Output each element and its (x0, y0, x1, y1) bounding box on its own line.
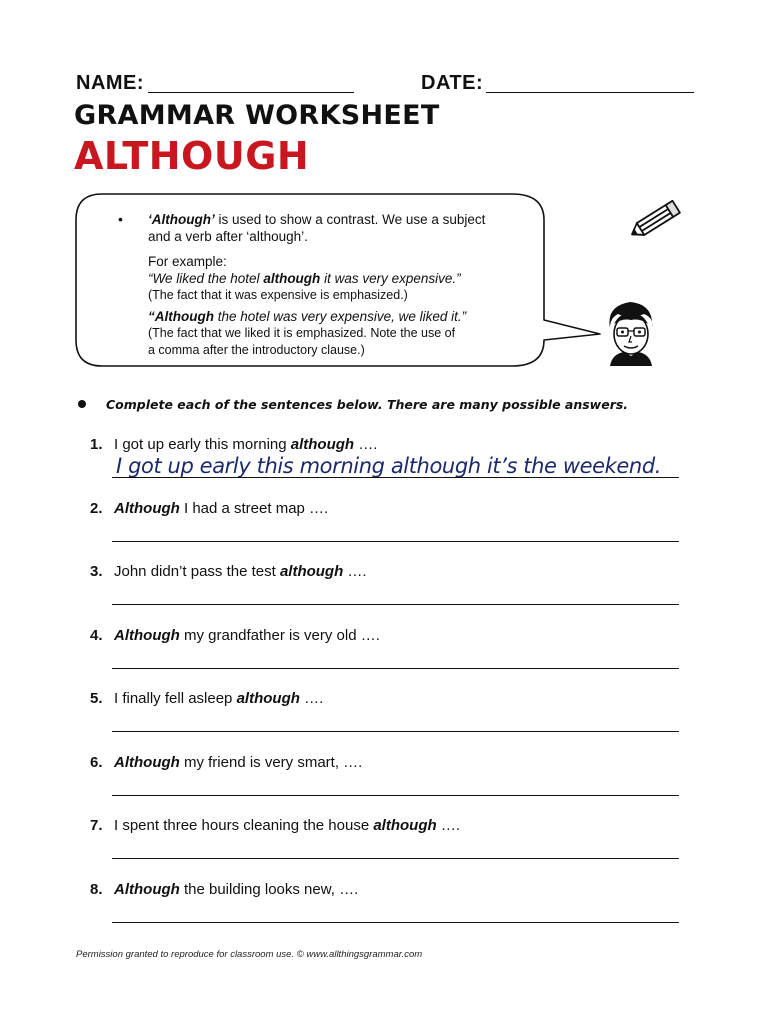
example-2-note-line-1: (The fact that we liked it is emphasized. Note the use of (148, 326, 456, 340)
exercise-list (90, 436, 690, 944)
example-1-start: “We liked the hotel (148, 271, 264, 286)
example-2 (148, 308, 522, 325)
answer-line[interactable] (112, 858, 679, 859)
item-number: 8. (90, 880, 103, 898)
instructions (78, 397, 698, 412)
item-prompt (114, 817, 460, 834)
prompt-end: …. (436, 817, 461, 834)
answer-line[interactable] (112, 604, 679, 605)
item-prompt (114, 563, 367, 580)
pencil-icon (624, 196, 686, 244)
example-1-note: (The fact that it was expensive is emphasized.) (148, 288, 408, 302)
item-prompt (114, 754, 362, 771)
date-label: DATE: (421, 72, 484, 94)
answer-line[interactable] (112, 477, 679, 478)
rule-text-line-1: is used to show a contrast. We use a subject (214, 212, 486, 227)
header-row (76, 72, 696, 98)
exercise-item (90, 500, 690, 564)
example-label: For example: (148, 254, 227, 269)
exercise-item (90, 817, 690, 881)
prompt-start: I finally fell asleep (114, 690, 237, 707)
answer-line[interactable] (112, 922, 679, 923)
name-field[interactable] (148, 92, 354, 93)
exercise-item (90, 436, 690, 500)
prompt-keyword: although (290, 436, 355, 453)
prompt-keyword: although (373, 817, 437, 834)
rule-text-line-2: and a verb after ‘although’. (148, 229, 308, 244)
instructions-text: Complete each of the sentences below. There are many possible answers. (106, 397, 629, 412)
item-prompt (114, 690, 323, 707)
copyright-footer: Permission granted to reproduce for classroom use. © www.allthingsgrammar.com (76, 949, 423, 960)
item-number: 5. (90, 690, 103, 707)
example-2-note-line-2: a comma after the introductory clause.) (148, 343, 365, 357)
example-1-keyword: although (263, 271, 321, 286)
prompt-keyword: although (236, 690, 300, 707)
example-1 (148, 270, 522, 287)
item-number: 7. (90, 817, 103, 834)
prompt-keyword: although (279, 563, 344, 580)
example-2-keyword: “Although (148, 309, 214, 324)
prompt-keyword: Although (114, 880, 180, 898)
worksheet-title: GRAMMAR WORKSHEET (74, 100, 440, 131)
rule-text (148, 211, 522, 359)
answer-line[interactable] (112, 795, 679, 796)
prompt-start: I got up early this morning (114, 436, 291, 453)
handwritten-answer: I got up early this morning although it’s the weekend. (116, 454, 662, 478)
rule-term: ‘Although’ (148, 212, 215, 227)
prompt-keyword: Although (114, 499, 180, 517)
item-prompt (114, 500, 328, 517)
prompt-end: …. (354, 436, 378, 453)
exercise-item (90, 881, 690, 945)
example-1-end: it was very expensive.” (320, 271, 461, 286)
answer-line[interactable] (112, 731, 679, 732)
item-number: 3. (90, 563, 103, 580)
worksheet-topic: ALTHOUGH (74, 134, 310, 178)
item-number: 2. (90, 499, 103, 517)
item-number: 4. (90, 626, 103, 644)
rule-explanation (118, 211, 522, 359)
item-number: 1. (90, 436, 103, 453)
date-field[interactable] (486, 92, 694, 93)
item-prompt (114, 436, 377, 453)
prompt-end: …. (299, 690, 324, 707)
prompt-end: I had a street map …. (179, 499, 329, 517)
bullet-icon: • (118, 211, 123, 227)
prompt-start: John didn’t pass the test (114, 563, 280, 580)
exercise-item (90, 690, 690, 754)
prompt-end: my friend is very smart, …. (179, 753, 363, 771)
answer-line[interactable] (112, 541, 679, 542)
example-2-end: the hotel was very expensive, we liked it.” (213, 309, 467, 324)
prompt-start: I spent three hours cleaning the house (114, 817, 374, 834)
exercise-item (90, 563, 690, 627)
prompt-end: …. (343, 563, 367, 580)
bullet-icon (78, 400, 86, 408)
item-prompt (114, 627, 380, 644)
item-number: 6. (90, 753, 103, 771)
prompt-end: my grandfather is very old …. (179, 626, 380, 644)
prompt-end: the building looks new, …. (179, 880, 359, 898)
answer-line[interactable] (112, 668, 679, 669)
teacher-avatar (600, 298, 662, 366)
exercise-item (90, 754, 690, 818)
prompt-keyword: Although (114, 753, 180, 771)
name-label: NAME: (76, 72, 145, 94)
prompt-keyword: Although (114, 626, 180, 644)
item-prompt (114, 881, 358, 898)
exercise-item (90, 627, 690, 691)
